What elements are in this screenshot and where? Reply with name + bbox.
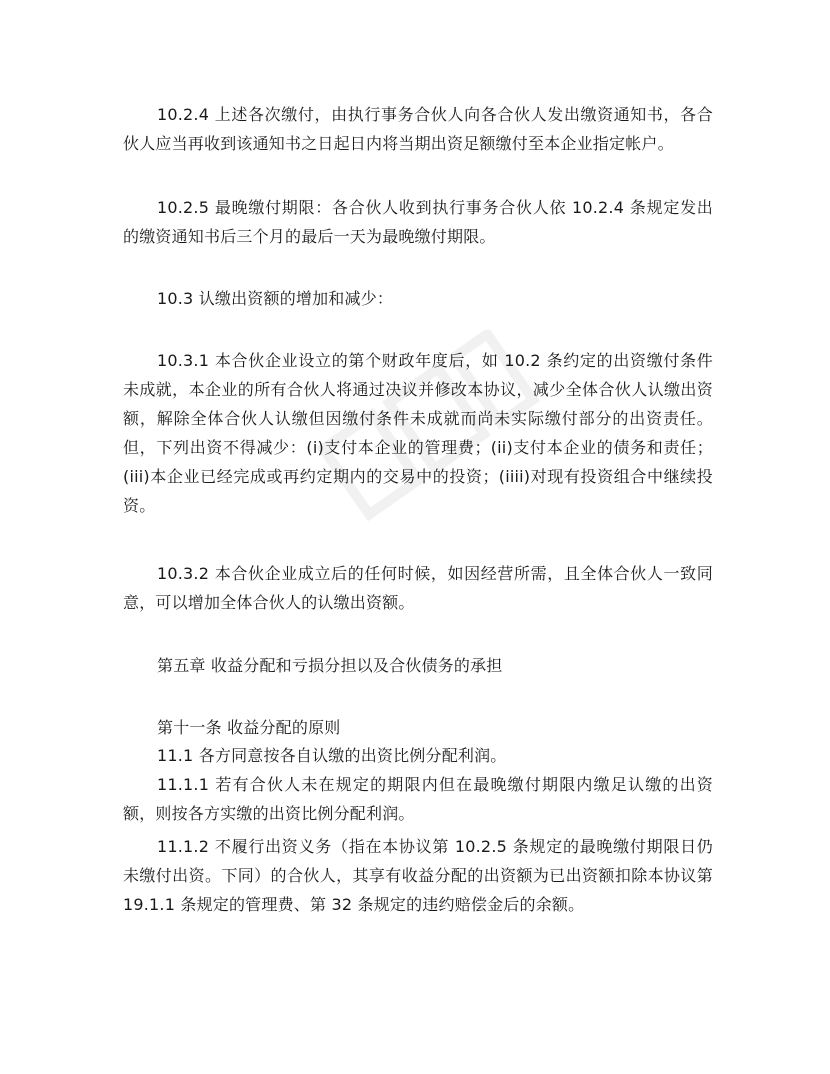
paragraph-11-1-2: 11.1.2 不履行出资义务（指在本协议第 10.2.5 条规定的最晚缴付期限日仍未缴付出资。下同）的合伙人，其享有收益分配的出资额为已出资额扣除本协议第 19.1.1 条规定的管理费、第 32 条规定的违约赔偿金后的余额。 [123,837,713,914]
article-11-heading: 第十一条 收益分配的原则 [157,718,341,737]
paragraph-10-3-2: 10.3.2 本合伙企业成立后的任何时候，如因经营所需，且全体合伙人一致同意，可以增加全体合伙人的认缴出资额。 [123,564,713,612]
chapter-5-heading: 第五章 收益分配和亏损分担以及合伙债务的承担 [157,656,503,675]
paragraph-11-1: 11.1 各方同意按各自认缴的出资比例分配利润。 [157,746,507,765]
paragraph-10-2-5: 10.2.5 最晚缴付期限：各合伙人收到执行事务合伙人依 10.2.4 条规定发出的缴资通知书后三个月的最后一天为最晚缴付期限。 [123,198,713,246]
paragraph-11-1-1: 11.1.1 若有合伙人未在规定的期限内但在最晚缴付期限内缴足认缴的出资额，则按各方实缴的出资比例分配利润。 [123,775,713,823]
paragraph-10-3-heading: 10.3 认缴出资额的增加和减少： [157,289,394,308]
paragraph-10-3-1: 10.3.1 本合伙企业设立的第个财政年度后，如 10.2 条约定的出资缴付条件未成就，本企业的所有合伙人将通过决议并修改本协议，减少全体合伙人认缴出资额，解除全体合伙人认缴但因缴付条件未成就而尚未实际缴付部分的出资责任。但，下列出资不得减少：(i)支付本企业的管理费；(ii)支付本企业的债务和责任；(iii)本企业已经完成或再约定期内的交易中的投资；(iiii)对现有投资组合中继续投资。 [123,351,713,515]
paragraph-10-2-4: 10.2.4 上述各次缴付，由执行事务合伙人向各合伙人发出缴资通知书，各合伙人应当再收到该通知书之日起日内将当期出资足额缴付至本企业指定帐户。 [123,105,713,153]
